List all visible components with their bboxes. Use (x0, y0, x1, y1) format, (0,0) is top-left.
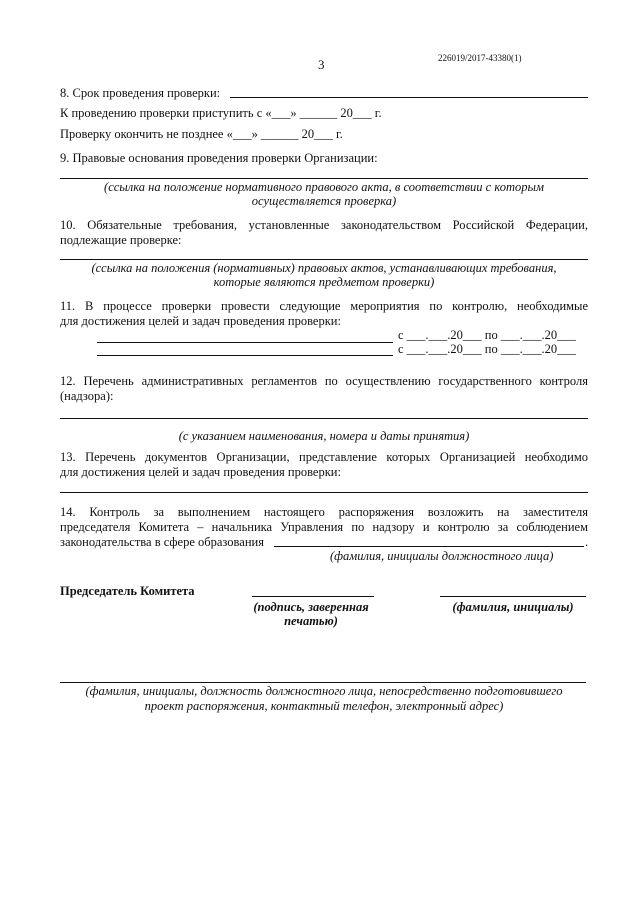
section-14-line-3-end: . (585, 535, 589, 549)
preparer-note-1: (фамилия, инициалы, должность должностного лица, непосредственно подготовившего (85, 684, 563, 698)
legal-basis-note-2: осуществляется проверка) (251, 194, 397, 208)
requirements-line (60, 259, 588, 260)
signature-note-2: печатью) (284, 614, 338, 628)
signature-note-1: (подпись, заверенная (253, 600, 369, 614)
section-11-line-1: 11. В процессе проверки провести следующие мероприятия по контролю, необходимые (60, 299, 588, 313)
legal-basis-line (60, 178, 588, 179)
official-name-note: (фамилия, инициалы должностного лица) (330, 549, 554, 563)
activity-1-line (97, 342, 393, 343)
preparer-note-2: проект распоряжения, контактный телефон, электронный адрес) (144, 699, 504, 713)
activity-2-line (97, 355, 393, 356)
requirements-note-2: которые являются предметом проверки) (213, 275, 435, 289)
section-13-line-2: для достижения целей и задач проведения проверки: (60, 465, 341, 479)
page-number: 3 (318, 57, 325, 72)
inspection-period-line (230, 97, 588, 98)
document-id: 226019/2017-43380(1) (438, 53, 522, 63)
legal-basis-note-1: (ссылка на положение нормативного правового акта, в соответствии с которым (104, 180, 544, 194)
section-8-title: 8. Срок проведения проверки: (60, 86, 221, 100)
section-10-line-1: 10. Обязательные требования, установленные законодательством Российской Федерации, (60, 218, 588, 232)
chairman-name-note: (фамилия, инициалы) (452, 600, 574, 614)
documents-line (60, 492, 588, 493)
preparer-line (60, 682, 586, 683)
activity-2-dates: с ___.___.20___ по ___.___.20___ (398, 342, 576, 356)
section-12-line-2: (надзора): (60, 389, 114, 403)
chairman-title: Председатель Комитета (60, 584, 195, 598)
section-9-title: 9. Правовые основания проведения проверки Организации: (60, 151, 378, 165)
section-10-line-2: подлежащие проверке: (60, 233, 182, 247)
section-14-line-2: председателя Комитета – начальника Управления по надзору и контролю за соблюдением (60, 520, 588, 534)
signature-line (252, 596, 374, 597)
inspection-end-line: Проверку окончить не позднее «___» ______ 20___ г. (60, 127, 343, 141)
regulations-line (60, 418, 588, 419)
inspection-start-line: К проведению проверки приступить с «___» ______ 20___ г. (60, 106, 382, 120)
official-name-line (274, 546, 584, 547)
requirements-note-1: (ссылка на положения (нормативных) правовых актов, устанавливающих требования, (91, 261, 557, 275)
section-13-line-1: 13. Перечень документов Организации, представление которых Организацией необходимо (60, 450, 588, 464)
section-14-line-3: законодательства в сфере образования (60, 535, 264, 549)
section-11-line-2: для достижения целей и задач проведения проверки: (60, 314, 341, 328)
section-14-line-1: 14. Контроль за выполнением настоящего распоряжения возложить на заместителя (60, 505, 588, 519)
chairman-name-line (440, 596, 586, 597)
section-12-line-1: 12. Перечень административных регламентов по осуществлению государственного контроля (60, 374, 588, 388)
activity-1-dates: с ___.___.20___ по ___.___.20___ (398, 328, 576, 342)
regulations-note: (с указанием наименования, номера и даты принятия) (178, 429, 470, 443)
